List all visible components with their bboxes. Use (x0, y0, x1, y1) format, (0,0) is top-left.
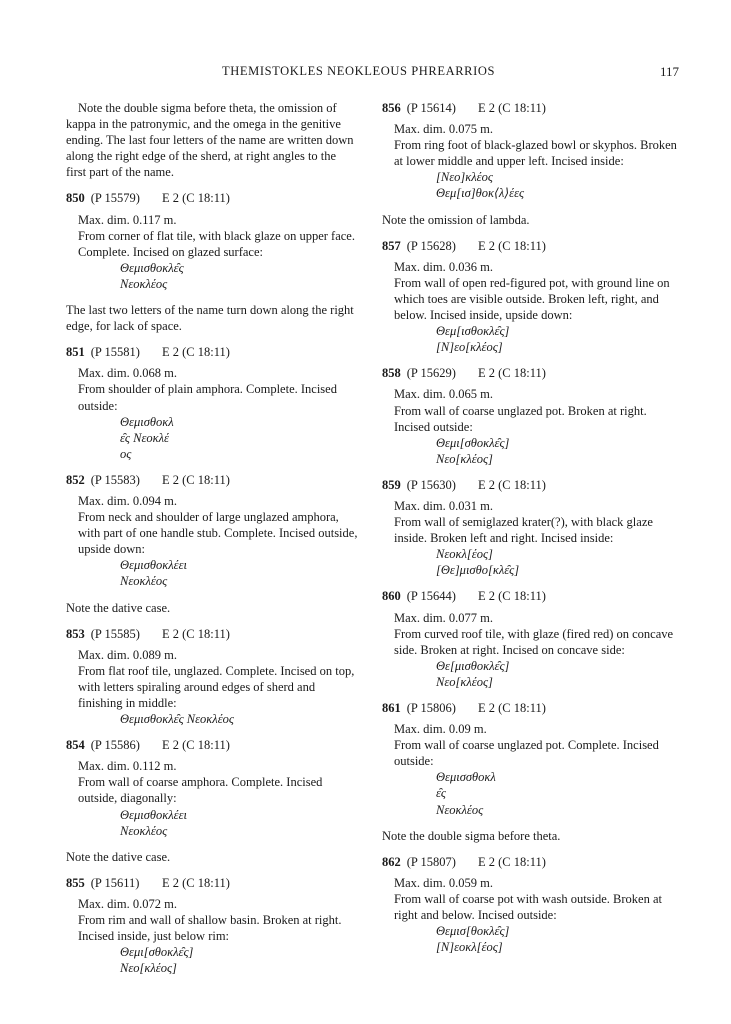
deposit-context: E 2 (C 18:11) (162, 191, 230, 206)
inscription-text (382, 435, 678, 467)
inscription-line: ος (120, 446, 132, 461)
entry-heading (66, 626, 358, 642)
inscription-text (382, 323, 678, 355)
deposit-context: E 2 (C 18:11) (478, 366, 546, 381)
right-entries (382, 100, 678, 955)
inscription-line: Νεοκλέος (436, 802, 484, 817)
inscription-line: Θεμισθοκλε̑ς (120, 260, 184, 275)
max-dimension: Max. dim. 0.059 m. (394, 875, 493, 890)
max-dimension: Max. dim. 0.077 m. (394, 610, 493, 625)
inscription-text (382, 658, 678, 690)
entry-description: From neck and shoulder of large unglazed amphora, with part of one handle stub. Complete. Incised outside, upside down: (78, 510, 358, 557)
inventory-number: (P 15644) (406, 589, 456, 604)
entry-note: Note the double sigma before theta. (382, 828, 561, 843)
inscription-line: Θεμισ[θοκλε̑ς] (436, 924, 510, 939)
catalogue-entry-861 (382, 700, 678, 818)
entry-description: From wall of coarse pot with wash outside. Broken at right and below. Incised outside: (394, 891, 663, 923)
entry-number: 850 (66, 191, 85, 206)
inscription-line: Θεμισθοκλ (120, 414, 174, 429)
entry-description: From shoulder of plain amphora. Complete. Incised outside: (78, 382, 337, 413)
entry-number: 856 (382, 101, 401, 115)
catalogue-entry-859 (382, 477, 678, 579)
catalogue-entry-857 (382, 238, 678, 356)
entry-number: 857 (382, 238, 401, 253)
entry-heading (66, 472, 358, 488)
entry-note: The last two letters of the name turn down along the right edge, for lack of space. (66, 303, 354, 334)
entry-heading (382, 854, 678, 870)
max-dimension: Max. dim. 0.075 m. (394, 122, 493, 137)
entry-heading (382, 100, 678, 116)
entry-description: From corner of flat tile, with black glaze on upper face. Complete. Incised on glazed surface: (78, 228, 355, 259)
inscription-line: Νεοκλέος (120, 823, 168, 838)
catalogue-entry-862 (382, 854, 678, 956)
inscription-line: Θε[μισθοκλε̑ς] (436, 658, 510, 673)
deposit-context: E 2 (C 18:11) (162, 738, 230, 753)
catalogue-entry-851 (66, 344, 358, 462)
entry-number: 861 (382, 701, 401, 715)
entry-description: From wall of coarse unglazed pot. Complete. Incised outside: (394, 738, 659, 769)
inventory-number: (P 15807) (406, 854, 456, 869)
inscription-text (382, 923, 678, 955)
inventory-number: (P 15611) (90, 875, 140, 890)
deposit-context: E 2 (C 18:11) (478, 477, 546, 492)
max-dimension: Max. dim. 0.065 m. (394, 387, 493, 402)
entry-heading (382, 365, 678, 381)
inscription-line: Θεμ[ισθοκλε̑ς] (436, 324, 510, 339)
inventory-number: (P 15579) (90, 191, 140, 206)
catalogue-entry-850 (66, 190, 358, 292)
inscription-text (382, 169, 678, 201)
inscription-line: ε̑ς (436, 786, 446, 801)
deposit-context: E 2 (C 18:11) (162, 875, 230, 890)
inscription-text (382, 546, 678, 578)
max-dimension: Max. dim. 0.089 m. (78, 647, 177, 662)
entry-description: From curved roof tile, with glaze (fired red) on concave side. Broken at right. Incised on concave side: (394, 626, 674, 657)
max-dimension: Max. dim. 0.072 m. (78, 896, 177, 911)
entry-note: Note the dative case. (66, 600, 171, 615)
entry-heading (382, 588, 678, 604)
max-dimension: Max. dim. 0.112 m. (78, 759, 177, 774)
entry-heading (382, 477, 678, 493)
entry-heading (66, 875, 358, 891)
entry-number: 858 (382, 366, 401, 381)
entry-description: From wall of semiglazed krater(?), with black glaze inside. Broken left and right. Incised inside: (394, 515, 653, 546)
entry-heading (66, 344, 358, 360)
catalogue-entry-852 (66, 472, 358, 590)
inscription-text (66, 711, 358, 727)
max-dimension: Max. dim. 0.117 m. (78, 212, 177, 227)
inscription-text (66, 557, 358, 589)
deposit-context: E 2 (C 18:11) (478, 589, 546, 604)
inscription-line: Θεμισθοκλε̑ς Νεοκλέος (120, 712, 234, 727)
inscription-line: [Ν]εοκλ[έος] (436, 940, 503, 955)
deposit-context: E 2 (C 18:11) (478, 854, 546, 869)
deposit-context: E 2 (C 18:11) (162, 626, 230, 641)
inventory-number: (P 15630) (406, 477, 456, 492)
inscription-line: ε̑ς Νεοκλέ (120, 430, 169, 445)
inscription-line: Θεμισθοκλέει (120, 807, 187, 822)
right-column (382, 100, 678, 965)
inventory-number: (P 15583) (90, 472, 140, 487)
inscription-line: [Θε]μισθο[κλε̑ς] (436, 563, 520, 578)
entry-number: 851 (66, 345, 85, 360)
entry-heading (66, 737, 358, 753)
entry-number: 855 (66, 875, 85, 890)
inscription-text (382, 769, 678, 817)
entry-description: From rim and wall of shallow basin. Broken at right. Incised inside, just below rim: (78, 913, 342, 944)
page-number: 117 (660, 64, 680, 79)
deposit-context: E 2 (C 18:11) (478, 701, 546, 715)
entry-description: From wall of coarse unglazed pot. Broken at right. Incised outside: (394, 403, 647, 434)
entry-description: From ring foot of black-glazed bowl or skyphos. Broken at lower middle and upper left. Incised inside: (394, 138, 677, 169)
inventory-number: (P 15629) (406, 366, 456, 381)
inventory-number: (P 15806) (406, 701, 456, 715)
inscription-line: [Νεο]κλέος (436, 170, 493, 185)
entry-number: 852 (66, 472, 85, 487)
catalogue-entry-858 (382, 365, 678, 467)
max-dimension: Max. dim. 0.031 m. (394, 498, 493, 513)
inventory-number: (P 15628) (406, 238, 456, 253)
inscription-text (66, 944, 358, 976)
inscription-text (66, 260, 358, 292)
inscription-line: Νεοκλέος (120, 574, 168, 589)
entry-number: 860 (382, 589, 401, 604)
inscription-text (66, 807, 358, 839)
catalogue-entry-853 (66, 626, 358, 728)
lead-note: Note the double sigma before theta, the omission of kappa in the patronymic, and the omega in the genitive ending. The last four letters of the name are written down along the right edge of the sherd, at right angles to the first part of the name. (66, 101, 354, 180)
entry-heading (66, 190, 358, 206)
catalogue-entry-856 (382, 100, 678, 202)
max-dimension: Max. dim. 0.036 m. (394, 259, 493, 274)
max-dimension: Max. dim. 0.09 m. (394, 722, 487, 737)
entry-heading (382, 700, 678, 716)
catalogue-entry-854 (66, 737, 358, 839)
inventory-number: (P 15586) (90, 738, 140, 753)
inscription-line: Θεμι[σθοκλε̑ς] (120, 945, 194, 960)
inscription-line: Νεο[κλέος] (436, 451, 493, 466)
inscription-line: [Ν]εο[κλέος] (436, 340, 503, 355)
max-dimension: Max. dim. 0.068 m. (78, 366, 177, 381)
deposit-context: E 2 (C 18:11) (162, 472, 230, 487)
inscription-line: Νεοκλ[έος] (436, 547, 493, 562)
inventory-number: (P 15614) (406, 101, 456, 115)
page-header (0, 64, 731, 84)
inventory-number: (P 15585) (90, 626, 140, 641)
left-column (66, 100, 358, 986)
entry-description: From flat roof tile, unglazed. Complete. Incised on top, with letters spiraling around edges of sherd and finishing in middle: (78, 663, 355, 710)
catalogue-entry-855 (66, 875, 358, 977)
left-entries (66, 190, 358, 976)
deposit-context: E 2 (C 18:11) (478, 238, 546, 253)
entry-note: Note the omission of lambda. (382, 212, 530, 227)
inventory-number: (P 15581) (90, 345, 140, 360)
entry-note: Note the dative case. (66, 849, 171, 864)
inscription-line: Θεμισσθοκλ (436, 770, 496, 785)
inscription-line: Νεοκλέος (120, 276, 168, 291)
entry-description: From wall of coarse amphora. Complete. Incised outside, diagonally: (78, 775, 323, 806)
entry-heading (382, 238, 678, 254)
max-dimension: Max. dim. 0.094 m. (78, 493, 177, 508)
running-title: THEMISTOKLES NEOKLEOUS PHREARRIOS (222, 64, 496, 78)
inscription-line: Θεμισθοκλέει (120, 558, 187, 573)
inscription-line: Θεμι[σθοκλε̑ς] (436, 435, 510, 450)
entry-number: 853 (66, 626, 85, 641)
inscription-text (66, 414, 358, 462)
entry-number: 862 (382, 854, 401, 869)
catalogue-entry-860 (382, 588, 678, 690)
entry-description: From wall of open red-figured pot, with ground line on which toes are visible outside. Broken left, right, and below. Incised inside, upside down: (394, 275, 670, 323)
entry-number: 854 (66, 738, 85, 753)
inscription-line: Θεμ[ισ]θοκ⟨λ⟩έες (436, 186, 525, 201)
inscription-line: Νεο[κλέος] (120, 961, 177, 976)
entry-number: 859 (382, 477, 401, 492)
inscription-line: Νεο[κλέος] (436, 674, 493, 689)
deposit-context: E 2 (C 18:11) (478, 101, 546, 115)
deposit-context: E 2 (C 18:11) (162, 345, 230, 360)
